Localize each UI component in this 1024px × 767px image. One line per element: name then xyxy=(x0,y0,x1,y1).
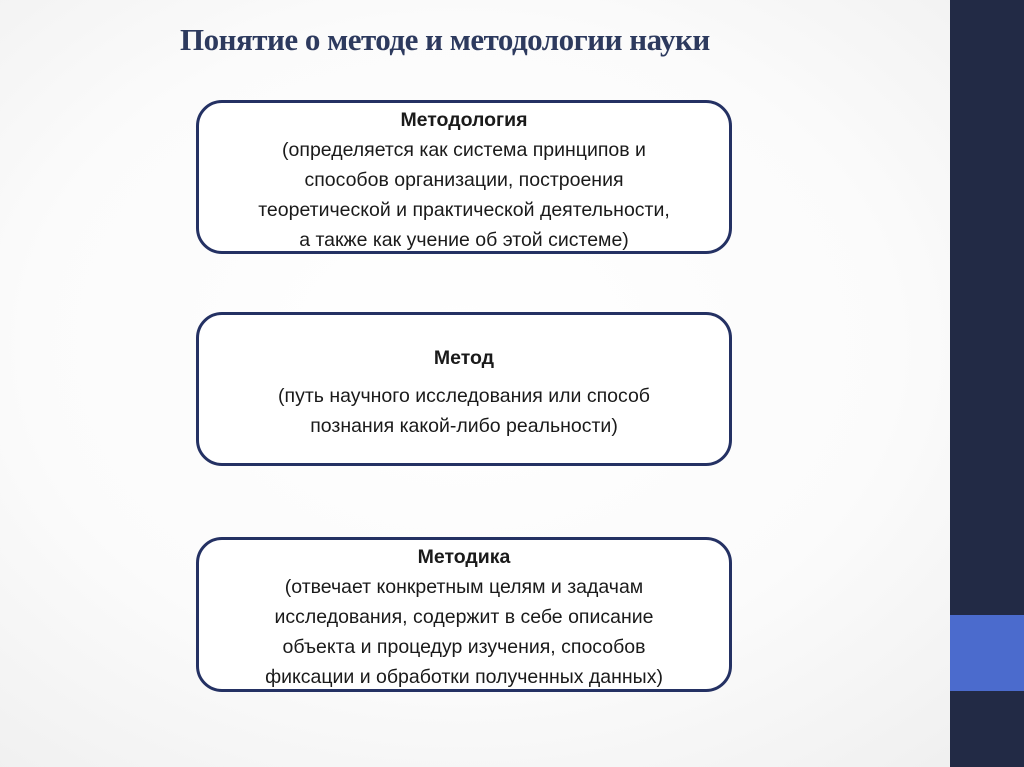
page-title: Понятие о методе и методологии науки xyxy=(180,22,710,57)
method-line: (путь научного исследования или способ xyxy=(278,385,650,407)
technique-line: фиксации и обработки полученных данных) xyxy=(265,666,663,688)
technique-title: Методика xyxy=(417,546,511,568)
technique-box xyxy=(196,537,732,692)
methodology-line: теоретической и практической деятельности, xyxy=(258,199,670,221)
methodology-line: (определяется как система принципов и xyxy=(282,139,646,161)
methodology-title: Методология xyxy=(400,109,528,131)
method-box xyxy=(196,312,732,466)
technique-line: (отвечает конкретным целям и задачам xyxy=(284,576,644,598)
technique-line: объекта и процедур изучения, способов xyxy=(282,636,646,658)
method-title: Метод xyxy=(433,347,495,369)
side-bar-accent-decoration xyxy=(950,615,1024,691)
methodology-line: способов организации, построения xyxy=(304,169,624,191)
methodology-line: а также как учение об этой системе) xyxy=(299,229,629,251)
methodology-box xyxy=(196,100,732,254)
technique-line: исследования, содержит в себе описание xyxy=(274,606,654,628)
method-line: познания какой-либо реальности) xyxy=(310,415,618,437)
